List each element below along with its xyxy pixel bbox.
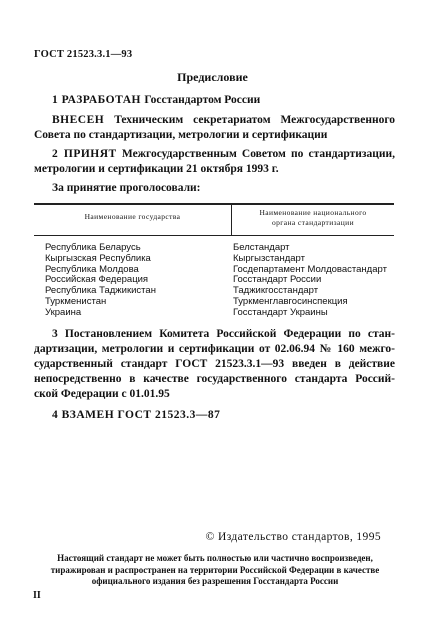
bodies-list — [233, 243, 387, 319]
table-row-body: Госстандарт Украины — [233, 306, 328, 318]
table-row-body: Кыргызстандарт — [233, 252, 305, 264]
decree-text-2: дартизации, метрологии и сертификации от 02.06.94 № 160 межго- — [34, 343, 395, 355]
table-row-state: Российская Федерация — [45, 274, 149, 286]
copyright: © Издательство стандартов, 1995 — [205, 531, 381, 543]
preface-title: Предисловие — [177, 70, 248, 84]
states-list — [45, 243, 156, 319]
column-header-state: Наименование государства — [84, 212, 181, 221]
table-row-body: Госстандарт России — [233, 274, 322, 286]
adopted-by: Межгосударственным Советом по стандартизации, — [121, 148, 395, 160]
voted-heading: За принятие проголосовали: — [52, 182, 201, 194]
column-header-body-line-1: Наименование национального — [259, 208, 367, 217]
introduced-lead: ВНЕСЕН — [52, 114, 105, 126]
table-top-rule — [34, 203, 394, 205]
decree-text-4: непосредственно в качестве государственного стандарта Россий- — [34, 373, 395, 385]
page-number: II — [33, 590, 41, 601]
introduced-line-2: Совета по стандартизации, метрологии и сертификации — [34, 129, 328, 141]
decree-line-2 — [34, 342, 395, 357]
developed-lead: 1 РАЗРАБОТАН — [52, 94, 141, 106]
decree-line-5: ской Федерации с 01.01.95 — [34, 388, 170, 400]
developed-by: Госстандартом России — [144, 94, 261, 106]
table-row-state: Республика Беларусь — [45, 242, 141, 253]
table-row-state: Украина — [45, 306, 82, 318]
adopted-lead: 2 ПРИНЯТ — [52, 148, 117, 160]
introduced-line-1 — [52, 113, 395, 128]
decree-text-3: сударственный стандарт ГОСТ 21523.3.1—93 введен в действие — [34, 358, 395, 370]
table-row-state: Республика Молдова — [45, 263, 139, 275]
column-header-body-line-2: органа стандартизации — [272, 218, 354, 227]
table-row-state: Туркменистан — [45, 295, 107, 307]
introduced-by: Техническим секретариатом Межгосударственного — [114, 114, 396, 126]
table-row-body: Белстандарт — [233, 242, 290, 253]
table-row-state: Республика Таджикистан — [45, 285, 156, 297]
decree-text-1: 3 Постановлением Комитета Российской Федерации по стан- — [52, 328, 395, 340]
decree-line-3 — [34, 357, 395, 372]
table-row-body: Госдепартамент Молдовастандарт — [233, 263, 387, 275]
reproduction-notice: Настоящий стандарт не может быть полностью или частично воспроизведен, тиражирован и распространен на территории Российской Федерации в качестве официального издания без разрешения Госстандарта России — [50, 553, 380, 586]
table-row-body: Таджикгосстандарт — [233, 285, 319, 297]
table-header-rule — [34, 235, 394, 236]
decree-line-1 — [52, 327, 395, 342]
section-1-heading — [52, 93, 260, 108]
column-header-body — [232, 208, 394, 228]
adopted-line-1 — [52, 147, 395, 162]
decree-line-4 — [34, 372, 395, 387]
table-row-state: Кыргызская Республика — [45, 252, 151, 264]
document-code: ГОСТ 21523.3.1—93 — [34, 49, 133, 60]
adopted-line-2: метрологии и сертификации 21 октября 1993 г. — [34, 163, 279, 175]
table-row-body: Туркменглавгосинспекция — [233, 295, 348, 307]
replaces-statement: 4 ВЗАМЕН ГОСТ 21523.3—87 — [52, 409, 221, 421]
